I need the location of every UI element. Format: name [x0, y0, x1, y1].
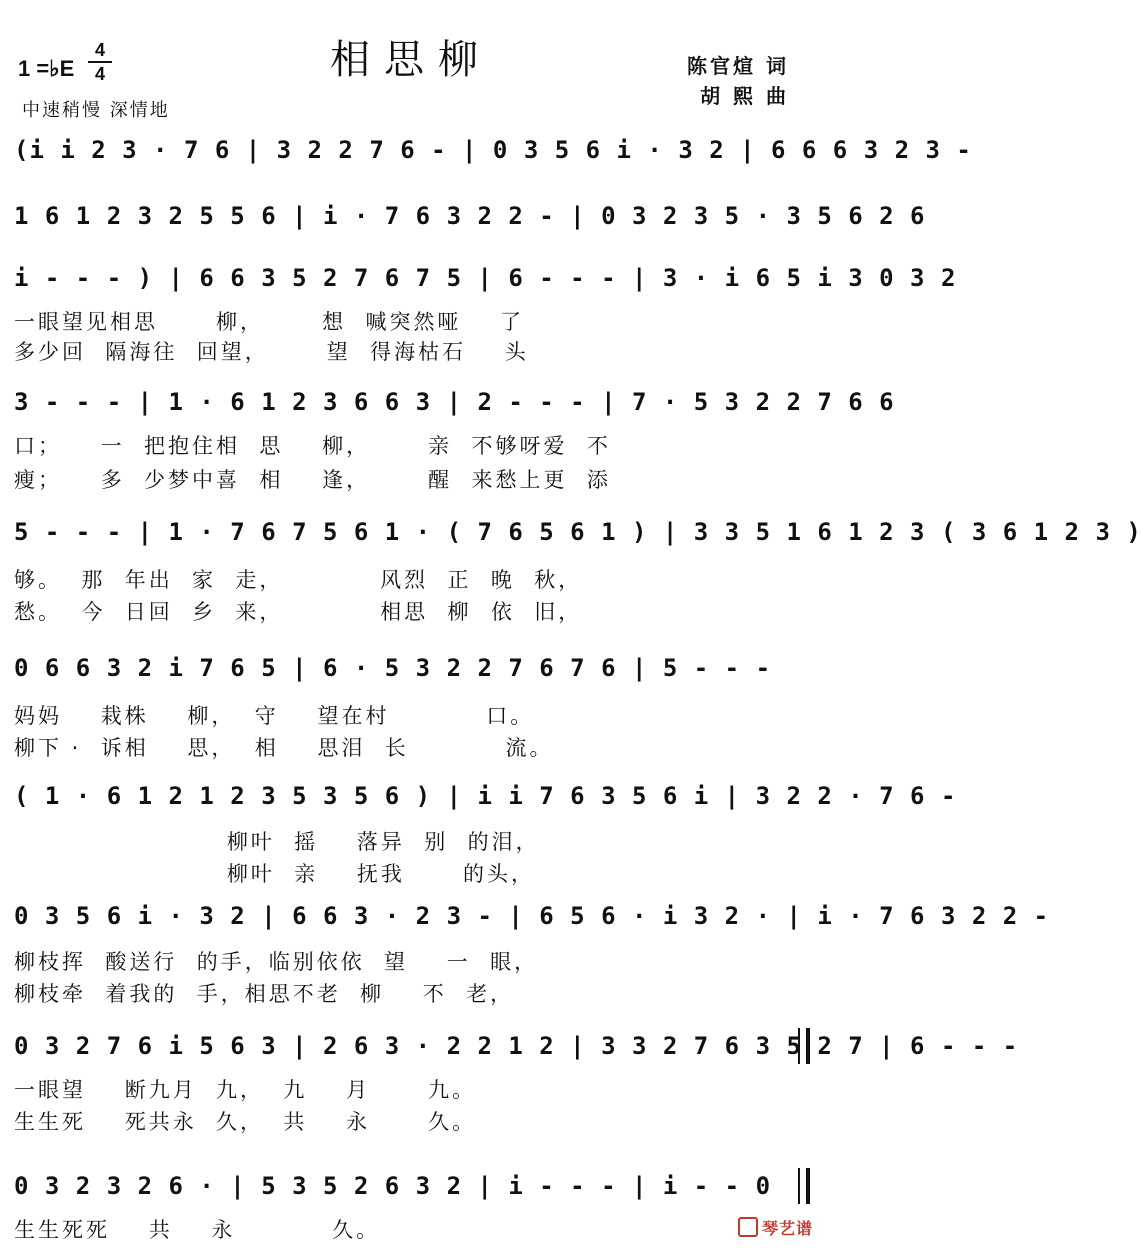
notation-line: i - - - ) | 6 6 3 5 2 7 6 7 5 | 6 - - - | 3 · i 6 5 i 3 0 3 2 — [14, 264, 957, 292]
staff-row-2 — [14, 196, 926, 236]
lyric-verse-1: 妈妈 栽株 柳， 守 望在村 口。 — [14, 704, 535, 728]
staff-row-8 — [14, 896, 1050, 936]
site-logo — [738, 1216, 813, 1239]
lyric-verse-1: 够。 那 年出 家 走， 风烈 正 晚 秋， — [14, 568, 583, 592]
song-title: 相思柳 — [330, 37, 492, 83]
meter-bottom: 4 — [94, 64, 105, 84]
logo-icon — [738, 1217, 758, 1237]
notation-line: (i i 2 3 · 7 6 | 3 2 2 7 6 - | 0 3 5 6 i · 3 2 | 6 6 6 3 2 3 - — [14, 136, 972, 164]
lyric-verse-2: 柳下 · 诉相 思， 相 思泪 长 流。 — [14, 736, 554, 760]
staff-row-1 — [14, 130, 972, 170]
staff-row-10 — [14, 1166, 814, 1206]
repeat-barline — [798, 1028, 810, 1064]
staff-row-6 — [14, 648, 814, 688]
lyric-coda: 生生死死 共 永 久。 — [14, 1218, 381, 1242]
notation-line: 0 3 5 6 i · 3 2 | 6 6 3 · 2 3 - | 6 5 6 · i 3 2 · | i · 7 6 3 2 2 - — [14, 902, 1050, 930]
lyric-verse-2: 愁。 今 日回 乡 来， 相思 柳 依 旧， — [14, 600, 583, 624]
notation-line: 0 3 2 7 6 i 5 6 3 | 2 6 3 · 2 2 1 2 | 3 3 2 7 6 3 5 2 7 | 6 - - - — [14, 1032, 1019, 1060]
lyric-verse-2: 柳叶 亲 抚我 的头， — [14, 862, 535, 886]
staff-row-7 — [14, 776, 957, 816]
notation-line: 0 3 2 3 2 6 · | 5 3 5 2 6 3 2 | i - - - | i - - 0 — [14, 1172, 772, 1200]
staff-row-5 — [14, 512, 1142, 552]
composer-credit: 胡 熙 曲 — [700, 84, 789, 108]
staff-row-9 — [14, 1026, 1019, 1066]
lyric-verse-2: 柳枝牵 着我的 手，相思不老 柳 不 老， — [14, 982, 515, 1006]
notation-line: 1 6 1 2 3 2 5 5 6 | i · 7 6 3 2 2 - | 0 3 2 3 5 · 3 5 6 2 6 — [14, 202, 926, 230]
meter-divider — [88, 61, 112, 63]
notation-line: 3 - - - | 1 · 6 1 2 3 6 6 3 | 2 - - - | 7 · 5 3 2 2 7 6 6 — [14, 388, 895, 416]
logo-text: 琴艺谱 — [761, 1219, 813, 1238]
staff-row-3 — [14, 258, 957, 298]
lyric-verse-2: 多少回 隔海往 回望， 望 得海枯石 头 — [14, 340, 529, 364]
meter-top: 4 — [94, 40, 105, 60]
lyric-verse-2: 瘦； 多 少梦中喜 相 逢， 醒 来愁上更 添 — [14, 468, 611, 492]
notation-line: ( 1 · 6 1 2 1 2 3 5 3 5 6 ) | i i 7 6 3 5 6 i | 3 2 2 · 7 6 - — [14, 782, 957, 810]
lyric-verse-2: 生生死 死共永 久， 共 永 久。 — [14, 1110, 477, 1134]
lyric-verse-1: 口； 一 把抱住相 思 柳， 亲 不够呀爱 不 — [14, 434, 611, 458]
final-barline — [798, 1168, 810, 1204]
lyric-verse-1: 柳叶 摇 落异 别 的泪， — [14, 830, 540, 854]
staff-row-4 — [14, 382, 895, 422]
lyric-verse-1: 一眼望见相思 柳， 想 喊突然哑 了 — [14, 310, 525, 334]
lyric-verse-1: 柳枝挥 酸送行 的手，临别依依 望 一 眼， — [14, 950, 539, 974]
lyricist-credit: 陈官煊 词 — [687, 54, 789, 78]
notation-line: 0 6 6 3 2 i 7 6 5 | 6 · 5 3 2 2 7 6 7 6 | 5 - - - — [14, 654, 772, 682]
key-signature: 1 =♭E — [18, 56, 75, 81]
notation-line: 5 - - - | 1 · 7 6 7 5 6 1 · ( 7 6 5 6 1 ) | 3 3 5 1 6 1 2 3 ( 3 6 1 2 3 ) — [14, 518, 1142, 546]
time-signature — [88, 40, 112, 84]
lyric-verse-1: 一眼望 断九月 九， 九 月 九。 — [14, 1078, 477, 1102]
tempo-marking: 中速稍慢 深情地 — [22, 100, 170, 121]
